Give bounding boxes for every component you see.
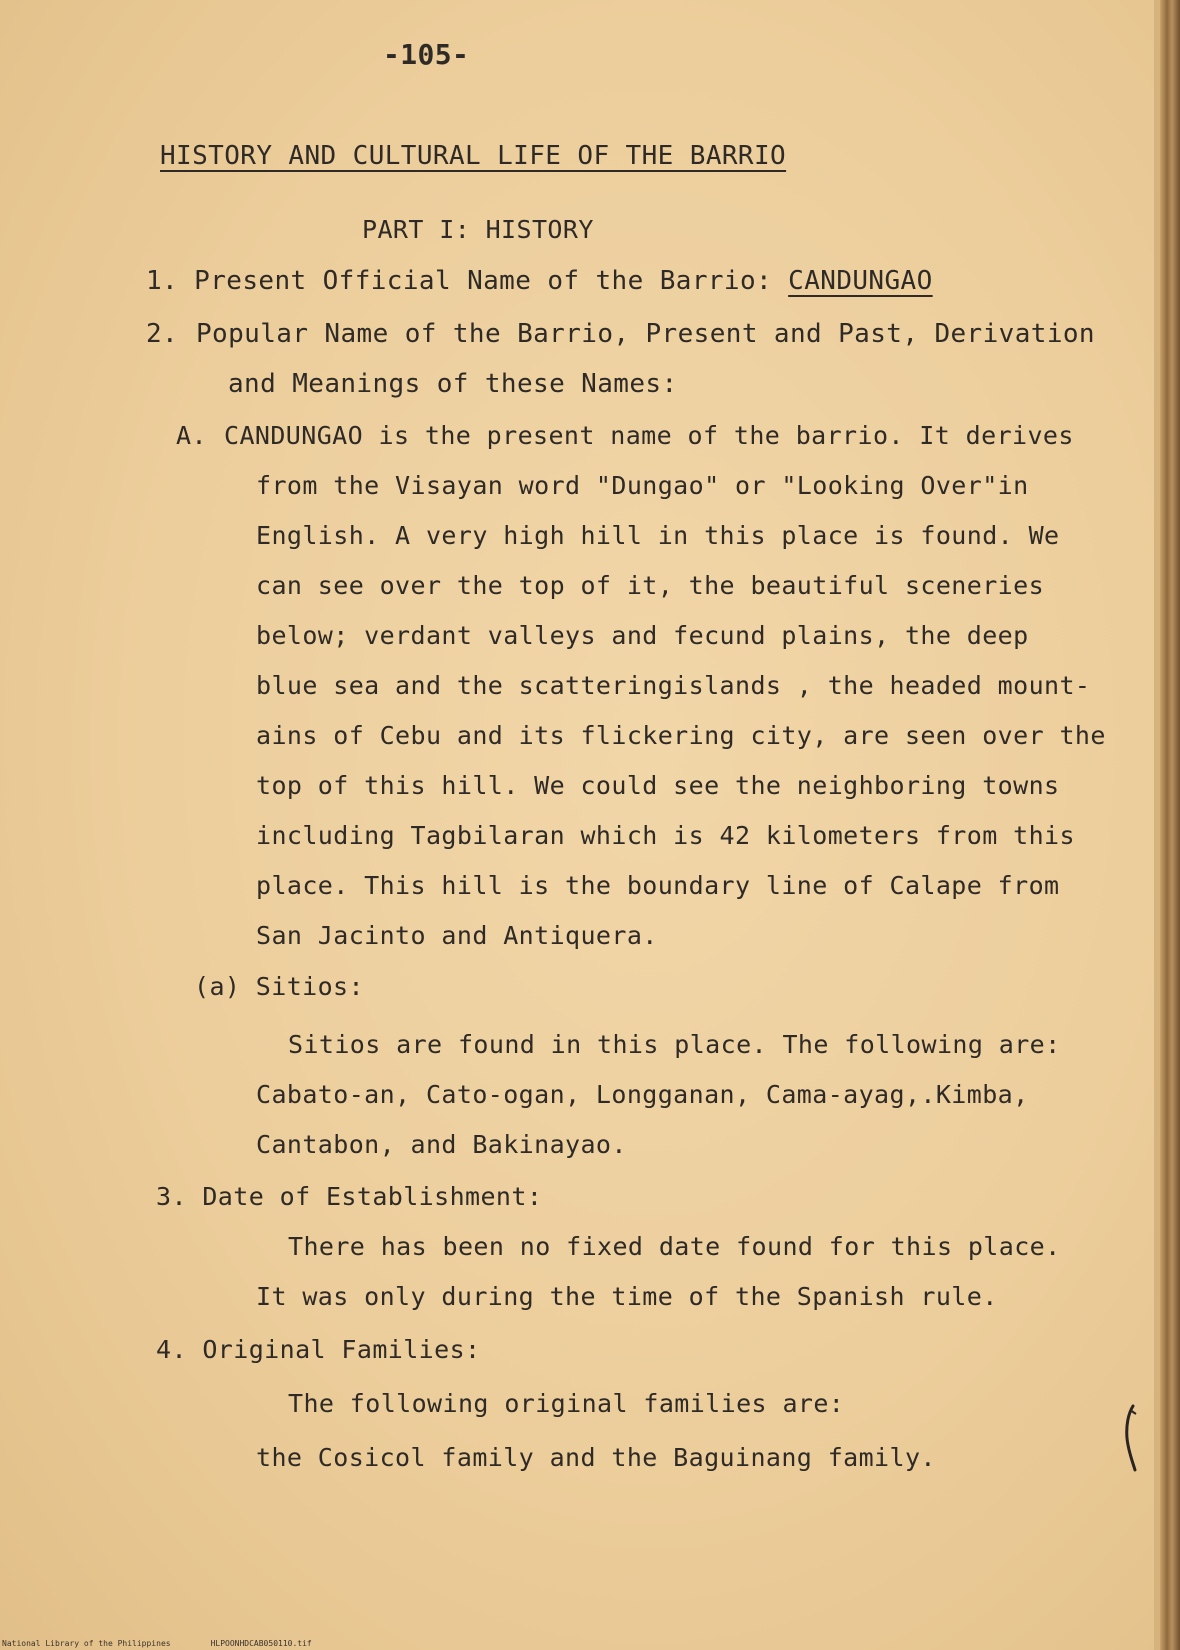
section-a-line: place. This hill is the boundary line of Calape from bbox=[256, 871, 1060, 900]
section-a-line: blue sea and the scatteringislands , the headed mount- bbox=[256, 671, 1091, 700]
section-a-label: A. bbox=[176, 421, 207, 450]
section-a-line: from the Visayan word "Dungao" or "Looking Over"in bbox=[256, 471, 1029, 500]
item-4-line: The following original families are: bbox=[288, 1389, 845, 1418]
section-a-line: top of this hill. We could see the neighboring towns bbox=[256, 771, 1060, 800]
footer-file: HLPOONHDCAB050110.tif bbox=[210, 1639, 312, 1648]
item-3-line: It was only during the time of the Spanish rule. bbox=[256, 1282, 998, 1311]
section-a-line: CANDUNGAO is the present name of the barrio. It derives bbox=[224, 421, 1074, 450]
item-1 bbox=[146, 266, 933, 296]
sitios-label: (a) Sitios: bbox=[194, 972, 364, 1001]
sitios-line: Cabato-an, Cato-ogan, Longganan, Cama-ayag,.Kimba, bbox=[256, 1080, 1029, 1109]
page-number: -105- bbox=[383, 38, 470, 71]
section-a-line: San Jacinto and Antiquera. bbox=[256, 921, 658, 950]
item-1-text: Present Official Name of the Barrio: bbox=[194, 266, 789, 296]
section-a-line: can see over the top of it, the beautiful sceneries bbox=[256, 571, 1045, 600]
item-3-label: 3. bbox=[156, 1182, 187, 1211]
item-2-label: 2. bbox=[146, 319, 179, 349]
section-a-line: including Tagbilaran which is 42 kilometers from this bbox=[256, 821, 1075, 850]
sitios-line: Sitios are found in this place. The following are: bbox=[288, 1030, 1061, 1059]
item-4-title: Original Families: bbox=[202, 1335, 481, 1364]
section-a-line: ains of Cebu and its flickering city, are seen over the bbox=[256, 721, 1106, 750]
barrio-name: CANDUNGAO bbox=[788, 266, 933, 296]
item-1-label: 1. bbox=[146, 266, 179, 296]
item-2-line: and Meanings of these Names: bbox=[228, 369, 678, 399]
item-2-line: Popular Name of the Barrio, Present and Past, Derivation bbox=[196, 319, 1095, 349]
book-spine bbox=[1160, 0, 1180, 1650]
sitios-line: Cantabon, and Bakinayao. bbox=[256, 1130, 627, 1159]
item-4-label: 4. bbox=[156, 1335, 187, 1364]
item-3-title: Date of Establishment: bbox=[202, 1182, 543, 1211]
document-heading: HISTORY AND CULTURAL LIFE OF THE BARRIO bbox=[160, 141, 787, 171]
scan-footer bbox=[2, 1639, 312, 1648]
item-3 bbox=[156, 1182, 542, 1211]
item-4 bbox=[156, 1335, 480, 1364]
part-title: PART I: HISTORY bbox=[362, 215, 594, 244]
item-3-line: There has been no fixed date found for this place. bbox=[288, 1232, 1061, 1261]
item-4-line: the Cosicol family and the Baguinang family. bbox=[256, 1443, 936, 1472]
section-a-line: below; verdant valleys and fecund plains, the deep bbox=[256, 621, 1029, 650]
margin-pencil-mark bbox=[1124, 1404, 1138, 1474]
section-a-line: English. A very high hill in this place is found. We bbox=[256, 521, 1060, 550]
footer-library: National Library of the Philippines bbox=[2, 1639, 171, 1648]
